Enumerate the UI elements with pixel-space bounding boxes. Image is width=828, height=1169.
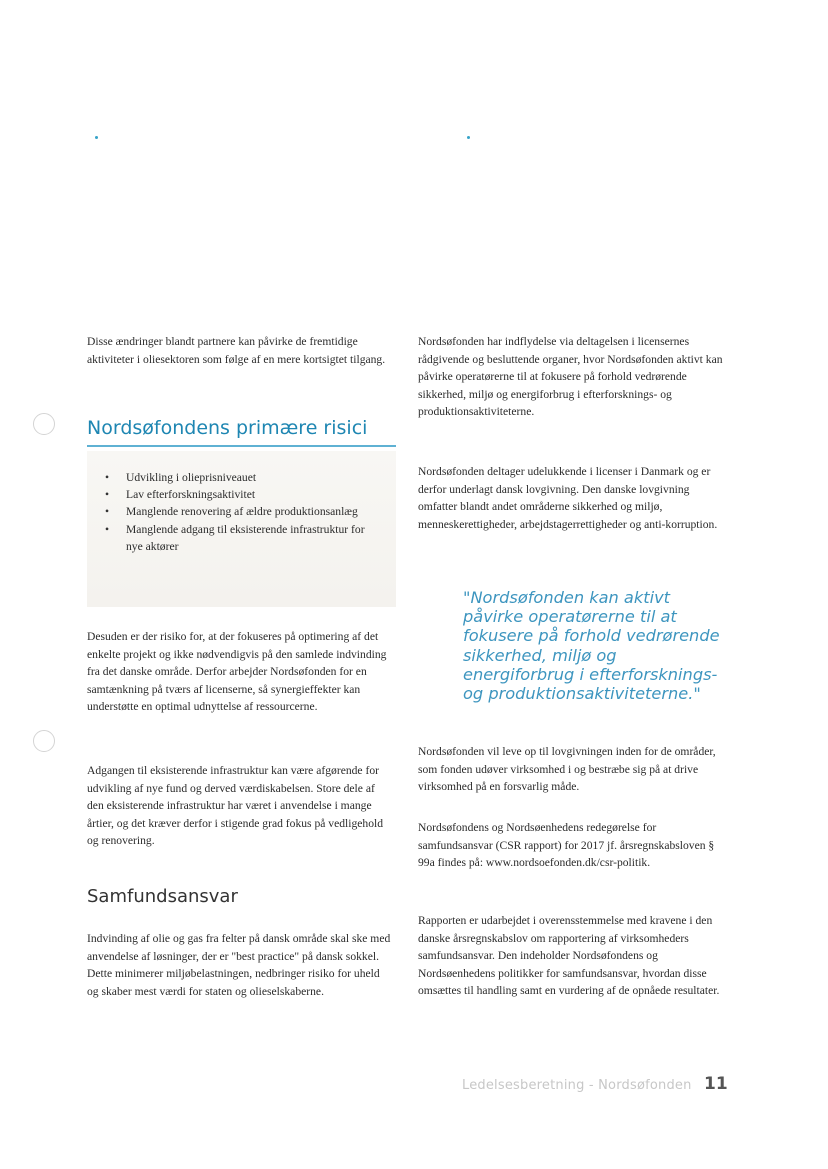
samfundsansvar-heading: Samfundsansvar: [87, 886, 238, 907]
risks-list: [126, 469, 376, 555]
csr-paragraph: Nordsøfondens og Nordsøenhedens redegørelse for samfundsansvar (CSR rapport) for 2017 jf. årsregnskabsloven § 99a findes på: www.nordsoefonden.dk/csr-politik.: [418, 821, 715, 870]
pull-quote: "Nordsøfonden kan aktivt påvirke operatørerne til at fokusere på forhold vedrørende sikkerhed, miljø og energiforbrug i efterforsknings- og produktionsaktiviteterne.": [463, 588, 720, 704]
marker-dot: [95, 136, 98, 139]
infrastruktur-paragraph: Adgangen til eksisterende infrastruktur kan være afgørende for udvikling af nye fund og derved værdiskabelsen. Store dele af den eksisterende infrastruktur har været i anvendelse i mange årtier, og det kræver derfor i stigende grad fokus på vedligehold og renovering.: [87, 764, 384, 848]
list-item: • Udvikling i olieprisniveauet: [126, 469, 376, 486]
indflydelse-paragraph: Nordsøfonden har indflydelse via deltagelsen i licensernes rådgivende og besluttende organer, hvor Nordsøfonden aktivt kan påvirke operatørerne til at fokusere på forhold vedrørende sikkerhed, miljø og energiforbrug i efterforsknings- og produktionsaktiviteterne.: [418, 335, 723, 419]
intro-paragraph: Disse ændringer blandt partnere kan påvirke de fremtidige aktiviteter i oliesektoren som følge af en mere kortsigtet tilgang.: [87, 335, 386, 366]
list-item: • Manglende adgang til eksisterende infrastruktur for nye aktører: [126, 521, 376, 555]
list-item: • Manglende renovering af ældre produktionsanlæg: [126, 503, 376, 520]
page-number: 11: [704, 1074, 728, 1094]
optimering-paragraph: Desuden er der risiko for, at der fokuseres på optimering af det enkelte projekt og ikke nødvendigvis på den samlede indvinding fra det danske område. Derfor arbejder Nordsøfonden for en samtænkning på tværs af licenserne, så synergieffekter kan understøtte en optimal udnyttelse af ressourcerne.: [87, 630, 387, 714]
samfundsansvar-paragraph: Indvinding af olie og gas fra felter på dansk område skal ske med anvendelse af løsninger, der er "best practice" på dansk sokkel. Dette minimerer miljøbelastningen, nedbringer risiko for uheld og skaber mest værdi for staten og olieselskaberne.: [87, 932, 391, 998]
punch-hole-icon: [33, 730, 55, 752]
punch-hole-icon: [33, 413, 55, 435]
rapport-paragraph: Rapporten er udarbejdet i overensstemmelse med kravene i den danske årsregnskabslov om rapportering af virksomheders samfundsansvar. Den indeholder Nordsøfondens og Nordsøenhedens politikker for samfundsansvar, hvordan disse omsættes til handling samt en vurdering af de opnåede resultater.: [418, 914, 720, 998]
risks-heading: Nordsøfondens primære risici: [87, 417, 368, 439]
heading-divider: [87, 445, 396, 447]
lovgivning-paragraph: Nordsøfonden vil leve op til lovgivningen inden for de områder, som fonden udøver virksomhed i og bestræbe sig på at drive virksomhed på en forsvarlig måde.: [418, 745, 716, 794]
licenser-paragraph: Nordsøfonden deltager udelukkende i licenser i Danmark og er derfor underlagt dansk lovgivning. Den danske lovgivning omfatter blandt andet områderne sikkerhed og miljø, menneskerettigheder, arbejdstagerrettigheder og anti-korruption.: [418, 465, 718, 531]
list-item: • Lav efterforskningsaktivitet: [126, 486, 376, 503]
marker-dot: [467, 136, 470, 139]
footer-title: Ledelsesberetning - Nordsøfonden: [462, 1078, 692, 1093]
